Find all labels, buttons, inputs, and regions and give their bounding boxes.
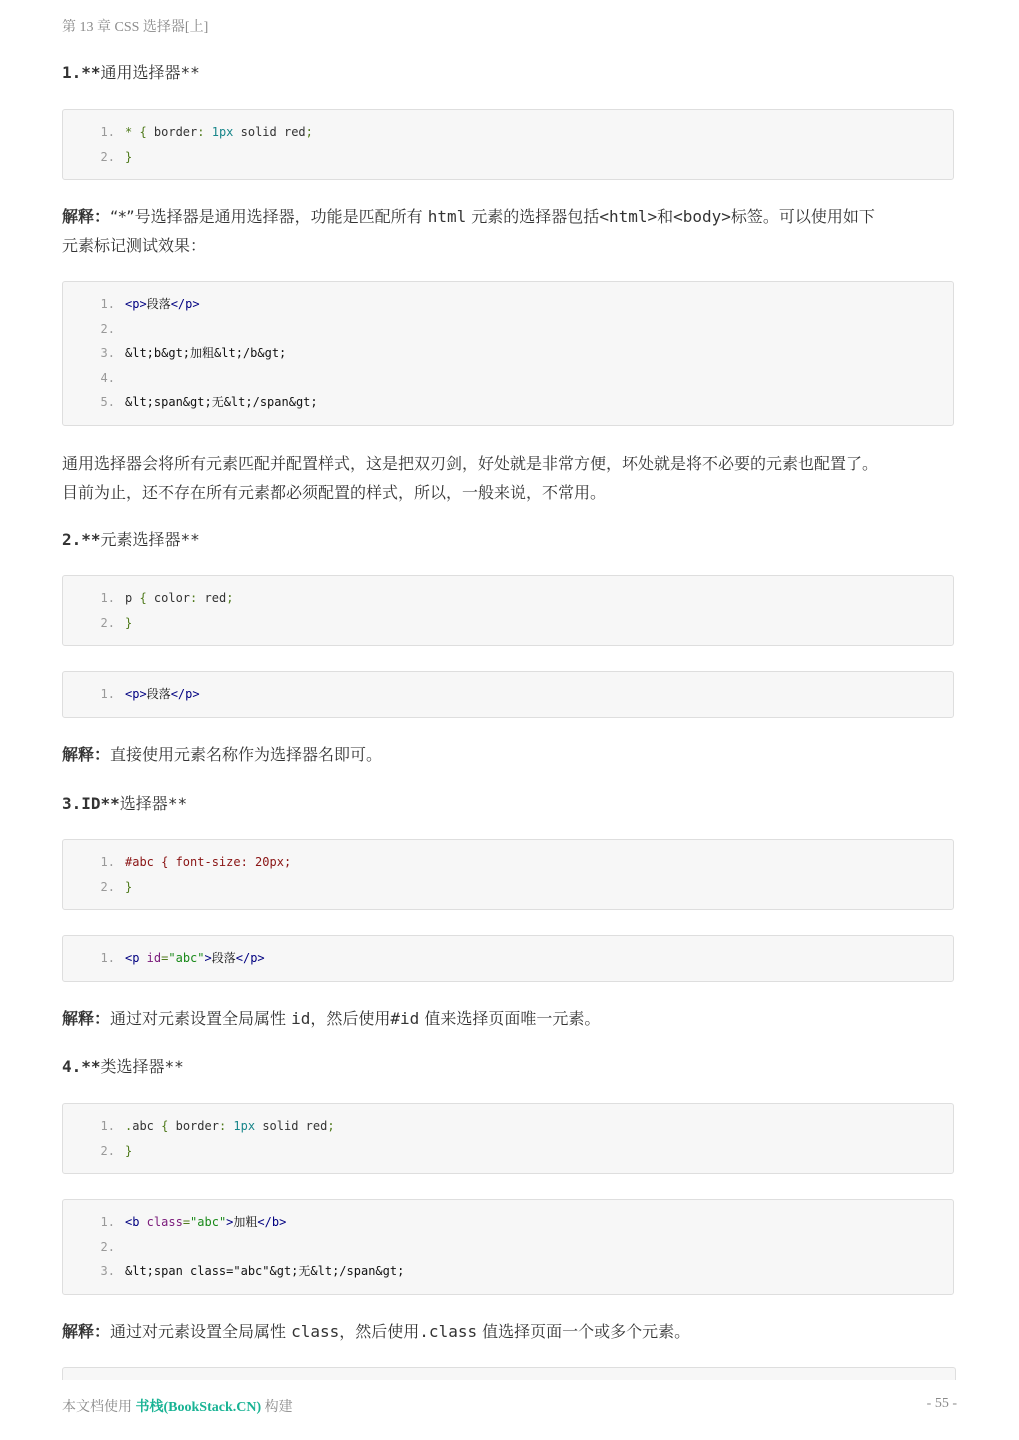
code-line: 2. (100, 321, 115, 336)
code-line: 1. #abc { font-size: 20px; (100, 855, 292, 869)
footer-credit: 本文档使用 书栈(BookStack.CN) 构建 (62, 1400, 293, 1415)
explanation-paragraph: 解释：“*”号选择器是通用选择器，功能是匹配所有 html 元素的选择器包括<html>和<body>标签。可以使用如下 元素标记测试效果： (62, 207, 875, 255)
code-line: 1. p { color: red; (100, 591, 234, 605)
bookstack-link[interactable]: 书栈(BookStack.CN) (135, 1400, 262, 1415)
paragraph: 通用选择器会将所有元素匹配并配置样式，这是把双刃剑，好处就是非常方便，坏处就是将不必要的元素也配置了。 目前为止，还不存在所有元素都必须配置的样式，所以，一般来说，不常用。 (62, 454, 879, 502)
code-block[interactable] (62, 671, 954, 718)
page-number: - 55 - (926, 1396, 957, 1411)
section-heading-id: 3.ID**选择器** (62, 794, 188, 813)
code-block[interactable] (62, 1199, 954, 1295)
code-line: 1. <p>段落</p> (100, 687, 200, 701)
explanation-paragraph: 解释：通过对元素设置全局属性 class，然后使用.class 值选择页面一个或多个元素。 (62, 1322, 691, 1341)
code-line: 1. <p>段落</p> (100, 297, 200, 311)
code-line: 2. } (100, 879, 133, 894)
code-block[interactable] (62, 1103, 954, 1174)
code-line: 1. .abc { border: 1px solid red; (100, 1119, 335, 1133)
code-line: 2. } (100, 149, 133, 164)
code-block[interactable] (62, 109, 954, 180)
code-line: 5. &lt;span&gt;无&lt;/span&gt; (100, 395, 318, 410)
code-block[interactable] (62, 575, 954, 646)
code-line: 2. } (100, 615, 133, 630)
code-line: 4. (100, 370, 115, 385)
section-heading-class: 4.**类选择器** (62, 1057, 184, 1076)
code-block[interactable] (62, 935, 954, 982)
explanation-paragraph: 解释：通过对元素设置全局属性 id，然后使用#id 值来选择页面唯一元素。 (62, 1009, 601, 1028)
code-block[interactable] (62, 839, 954, 910)
code-block[interactable] (62, 281, 954, 426)
code-line: 1. * { border: 1px solid red; (100, 125, 313, 139)
code-line: 3. &lt;b&gt;加粗&lt;/b&gt; (100, 346, 287, 361)
explanation-paragraph: 解释：直接使用元素名称作为选择器名即可。 (62, 745, 383, 764)
section-heading-element: 2.**元素选择器** (62, 530, 200, 549)
code-line: 2. } (100, 1143, 133, 1158)
code-line: 1. <p id="abc">段落</p> (100, 951, 265, 965)
chapter-header: 第 13 章 CSS 选择器[上] (62, 20, 209, 35)
section-heading-universal: 1.**通用选择器** (62, 63, 200, 82)
code-line: 3. &lt;span class="abc"&gt;无&lt;/span&gt; (100, 1264, 405, 1279)
code-line: 2. (100, 1239, 115, 1254)
code-line: 1. <b class="abc">加粗</b> (100, 1215, 287, 1229)
